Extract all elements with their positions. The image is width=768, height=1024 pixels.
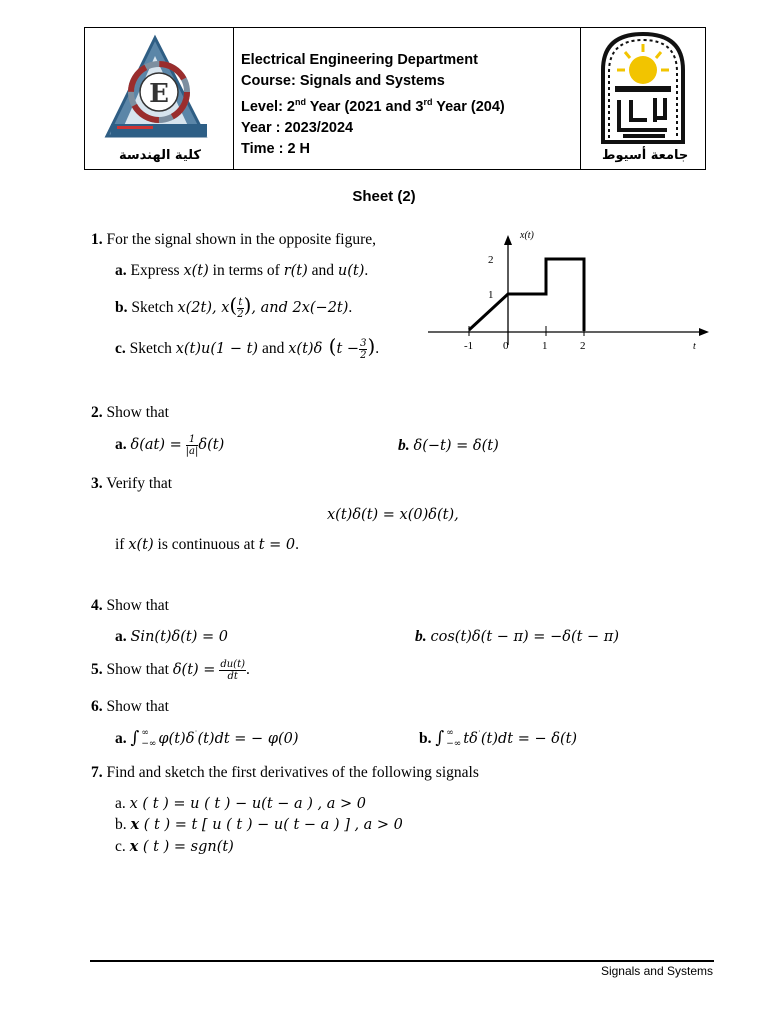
q4-part-b: b. cos(t)δ(t − π) = −δ(t − π) [415, 628, 619, 645]
university-caption: جامعة أسيوط [602, 148, 689, 163]
header-divider-left [233, 28, 234, 169]
x-axis-label: t [693, 341, 696, 352]
faculty-caption: كلية الهندسة [119, 148, 201, 163]
x-tick-0: 0 [503, 340, 509, 352]
q1-part-c: c. Sketch x(t)u(1 − t) and x(t)δ (t − $\frac{3}{2}$ ). [115, 334, 380, 361]
course-info [241, 50, 505, 160]
q7-stem: 7. Find and sketch the first derivatives of the following signals [91, 764, 479, 781]
footer-text: Signals and Systems [600, 964, 713, 978]
q7-part-b: b. x ( t ) = t [ u ( t ) − u( t − a ) ] , a > 0 [115, 816, 403, 833]
x-tick-neg1: -1 [464, 340, 474, 352]
q3-condition: if x(t) is continuous at t = 0. [115, 536, 300, 553]
q6-stem: 6. Show that [91, 698, 169, 715]
footer-rule [90, 960, 714, 962]
x-tick-2: 2 [580, 340, 586, 352]
q7-part-a: a. x ( t ) = u ( t ) − u(t − a ) , a > 0 [115, 795, 366, 812]
q3-stem: 3. Verify that [91, 475, 173, 492]
q1-part-b: b. Sketch x(2t), x( $\frac{t}{2}$ ), and 2x(−2t). [115, 293, 353, 320]
q2-stem: 2. Show that [91, 404, 169, 421]
year-line: Year : 2023/2024 [241, 119, 354, 136]
sheet-title: Sheet (2) [352, 188, 416, 205]
university-logo [595, 30, 691, 146]
course-line: Course: Signals and Systems [241, 73, 445, 89]
time-line: Time : 2 H [241, 140, 311, 157]
level-line: Level: 2nd Year (2021 and 3rd Year (204) [241, 97, 505, 115]
q1-part-a: a. Express x(t) in terms of r(t) and u(t). [115, 262, 369, 279]
faculty-logo [97, 34, 221, 144]
svg-text:E: E [149, 79, 169, 109]
department-line: Electrical Engineering Department [241, 52, 478, 68]
signal-figure [425, 225, 715, 355]
q4-stem: 4. Show that [91, 597, 169, 614]
y-tick-2: 2 [488, 254, 494, 266]
header-divider-right [580, 28, 581, 169]
x-tick-1: 1 [542, 340, 548, 352]
q2-part-a: a. δ(at) = $\frac{1}{|a|}$ δ(t) [115, 434, 225, 457]
q6-part-a: a. ∫ ∞ −∞ φ(t)δ˙(t)dt = − φ(0) [115, 728, 299, 750]
y-axis-label: x(t) [520, 230, 534, 241]
q4-part-a: a. Sin(t)δ(t) = 0 [115, 628, 229, 645]
q6-part-b: b. ∫ ∞ −∞ tδ˙(t)dt = − δ(t) [419, 728, 578, 750]
q5-stem: 5. Show that δ(t) = $\frac{du(t)}{dt}$ . [91, 659, 250, 682]
header-box [84, 27, 706, 170]
q1-stem: 1. For the signal shown in the opposite figure, [91, 231, 376, 248]
y-tick-1: 1 [488, 289, 494, 301]
q7-part-c: c. x ( t ) = sgn(t) [115, 838, 234, 855]
q2-part-b: b. δ(−t) = δ(t) [398, 437, 499, 454]
q3-equation: x(t)δ(t) = x(0)δ(t), [327, 507, 459, 523]
